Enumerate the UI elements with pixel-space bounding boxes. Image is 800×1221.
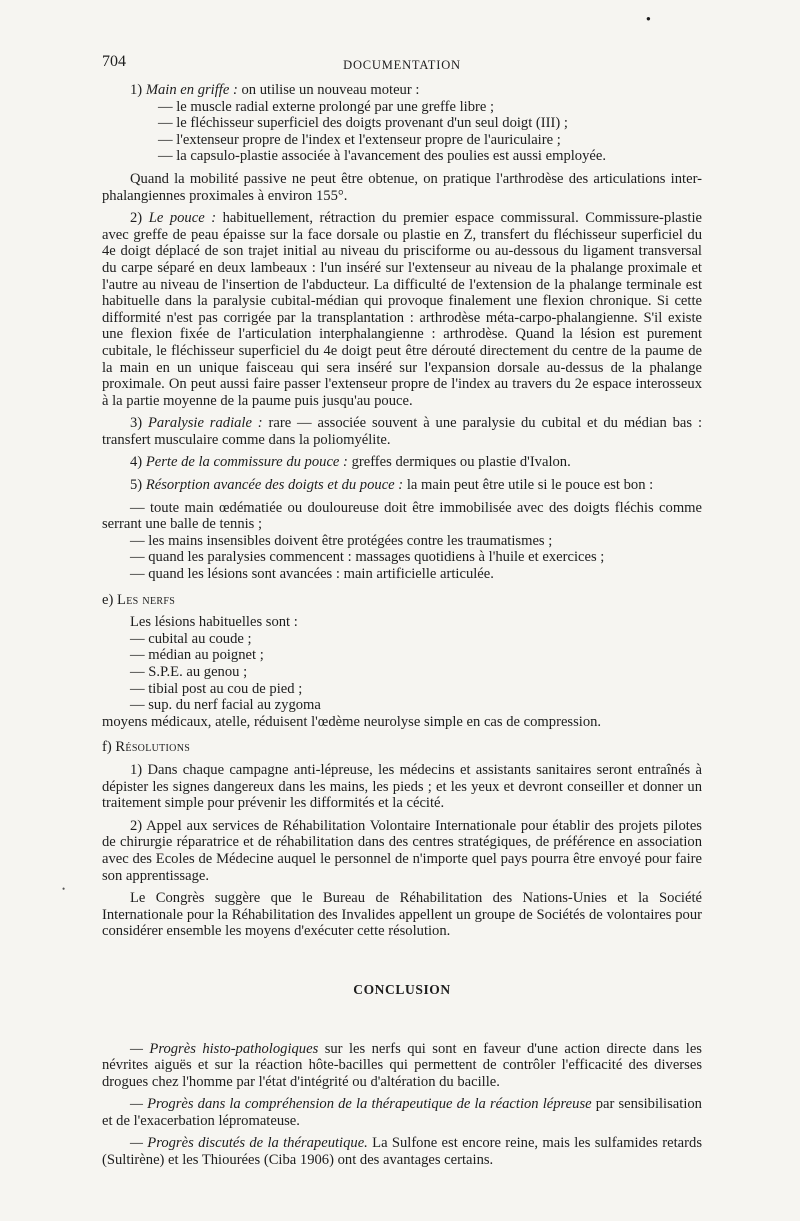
conclusion-paragraph: — Progrès dans la compréhension de la thérapeutique de la réaction lépreuse par sensibilisation et de l'exacerbation lépromateuse. xyxy=(102,1096,702,1129)
page-header xyxy=(102,48,702,82)
pouce-paragraph: 2) Le pouce : habituellement, rétraction du premier espace commissural. Commissure-plastie avec greffe de peau épaisse sur la face dorsale ou plastie en Z, transfert du fléchisseur superficiel du 4e doigt déplacé de son trajet initial au niveau du prisciforme ou au-dessous du ligament transversal du carpe séparé en deux lambeaux : l'un inséré sur l'extenseur au niveau de la phalange proximale et l'autre au niveau de l'insertion de l'abducteur. La difficulté de l'extension de la phalange terminale est habituelle dans la paralysie cubital-médian qui provoque finalement une flexion chronique. Si cette difformité n'est pas corrigée par la transplantation : arthrodèse méta-carpo-phalangienne. S'il existe une flexion fixée de l'articulation interphalangienne : arthrodèse. Quand la lésion est purement cubitale, le fléchisseur superficiel du 4e doigt peut être dérouté directement du centre de la paume de la main en un unique faisceau qui sera inséré sur l'expansion dorsale au-dessus de la phalange proximale. On peut aussi faire passer l'extenseur propre de l'index au travers du 2e espace interosseux à la partie moyenne de la paume puis jusqu'au pouce. xyxy=(102,210,702,409)
section-heading-nerfs: e) Les nerfs xyxy=(102,591,176,608)
page xyxy=(102,48,702,1169)
nerfs-after: moyens médicaux, atelle, réduisent l'œdème neurolyse simple en cas de compression. xyxy=(102,713,602,730)
page-speck: ● xyxy=(646,14,651,23)
conclusion-paragraph: — Progrès histo-pathologiques sur les nerfs qui sont en faveur d'une action directe dans les névrites aiguës et sur la réaction hôte-bacilles qui permettent de contrôler l'efficacité des diverses drogues chez l'homme par l'état d'intégrité ou d'altération du bacille. xyxy=(102,1040,702,1090)
resolution-3: Le Congrès suggère que le Bureau de Réhabilitation des Nations-Unies et la Société Internationale pour la Réhabilitation des Invalides appellent un groupe de Sociétés de volontaires pour considérer ensemble les moyens d'exécuter cette résolution. xyxy=(102,890,702,940)
griffe-item: — le fléchisseur superficiel des doigts provenant d'un seul doigt (III) ; xyxy=(158,115,568,132)
margin-mark: • xyxy=(62,884,66,894)
griffe-lead: 1) Main en griffe : on utilise un nouveau moteur : xyxy=(130,82,420,98)
conclusion-title: CONCLUSION xyxy=(353,981,451,997)
page-number: 704 xyxy=(102,53,126,70)
nerfs-intro: Les lésions habituelles sont : xyxy=(130,614,298,631)
running-title: DOCUMENTATION xyxy=(343,58,461,72)
section-heading-resolutions: f) Résolutions xyxy=(102,739,191,756)
resorption-paragraph: 5) Résorption avancée des doigts et du pouce : la main peut être utile si le pouce est bon : xyxy=(130,477,654,494)
griffe-item: — le muscle radial externe prolongé par une greffe libre ; xyxy=(158,98,495,115)
commissure-paragraph: 4) Perte de la commissure du pouce : greffes dermiques ou plastie d'Ivalon. xyxy=(130,454,571,471)
nerfs-item: — médian au poignet ; xyxy=(130,647,264,664)
nerfs-item: — cubital au coude ; xyxy=(130,630,252,647)
nerfs-item: — sup. du nerf facial au zygoma xyxy=(130,697,321,714)
resolution-2: 2) Appel aux services de Réhabilitation Volontaire Internationale pour établir des projets pilotes de chirurgie réparatrice et de réhabilitation dans des centres stratégiques, de préférence en association avec des Ecoles de Médecine auquel le personnel de n'importe quel pays pourra être envoyé pour faire son apprentissage. xyxy=(102,817,702,884)
body-text xyxy=(102,82,702,1169)
griffe-item: — l'extenseur propre de l'index et l'extenseur propre de l'auriculaire ; xyxy=(158,131,561,148)
resorption-item: — les mains insensibles doivent être protégées contre les traumatismes ; xyxy=(130,532,553,549)
resorption-item: — toute main œdématiée ou douloureuse doit être immobilisée avec des doigts fléchis comme serrant une balle de tennis ; xyxy=(102,499,702,533)
griffe-item: — la capsulo-plastie associée à l'avancement des poulies est aussi employée. xyxy=(158,148,606,165)
nerfs-item: — S.P.E. au genou ; xyxy=(130,664,248,680)
griffe-after: Quand la mobilité passive ne peut être obtenue, on pratique l'arthrodèse des articulations inter-phalangiennes proximales à environ 155°. xyxy=(102,170,702,204)
resorption-item: — quand les paralysies commencent : massages quotidiens à l'huile et exercices ; xyxy=(130,549,605,566)
radiale-paragraph: 3) Paralysie radiale : rare — associée souvent à une paralysie du cubital et du médian bas : transfert musculaire comme dans la poliomyélite. xyxy=(102,415,702,448)
conclusion-paragraph: — Progrès discutés de la thérapeutique. La Sulfone est encore reine, mais les sulfamides retards (Sultirène) et les Thiourées (Ciba 1906) ont des avantages certains. xyxy=(102,1135,702,1169)
resolution-1: 1) Dans chaque campagne anti-lépreuse, les médecins et assistants sanitaires seront entraînés à dépister les signes dangereux dans les mains, les pieds ; et les yeux et devront conseiller et donner un traitement simple pour prévenir les difformités et la cécité. xyxy=(102,761,702,812)
resorption-item: — quand les lésions sont avancées : main artificielle articulée. xyxy=(130,566,494,583)
nerfs-item: — tibial post au cou de pied ; xyxy=(130,680,303,697)
